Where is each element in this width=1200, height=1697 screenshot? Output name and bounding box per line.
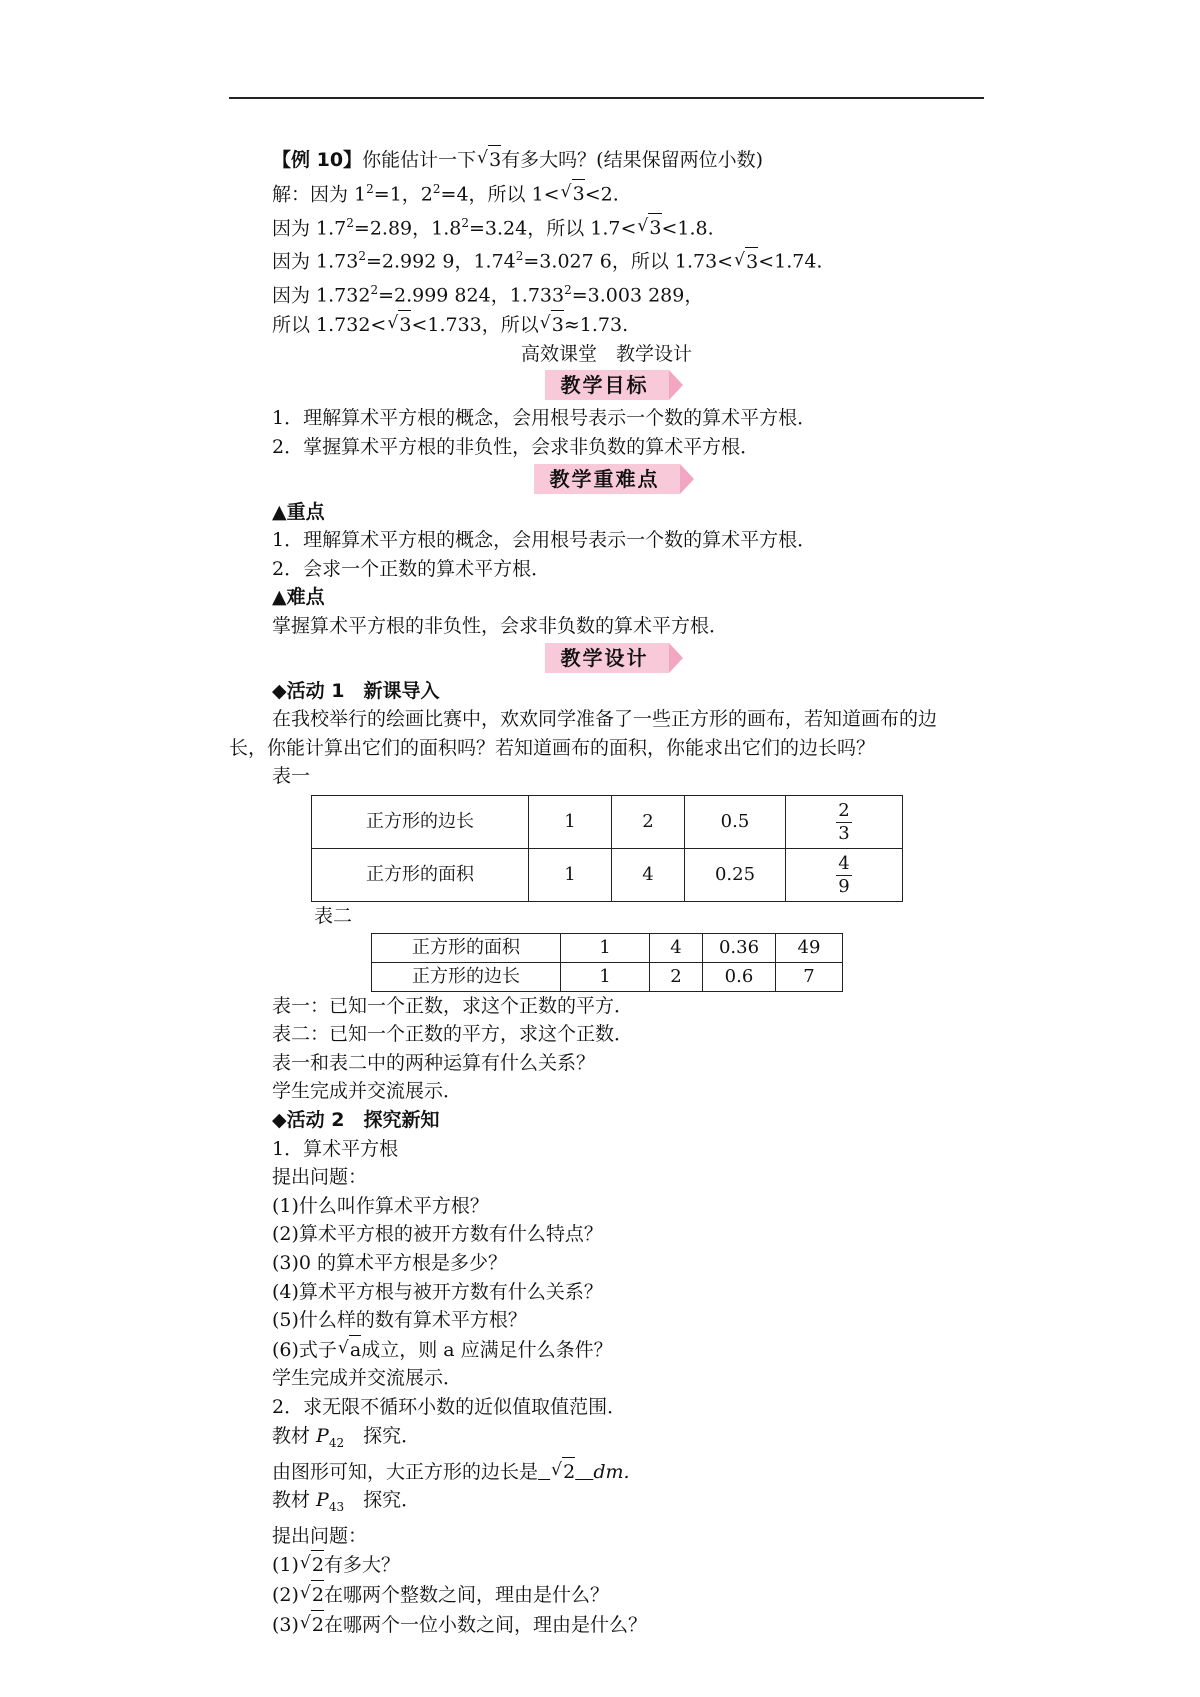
note-line: 表二：已知一个正数的平方，求这个正数． bbox=[272, 1023, 634, 1046]
sqrt-radicand: √ 2 bbox=[562, 1457, 575, 1487]
activity1-intro: 在我校举行的绘画比赛中，欢欢同学准备了一些正方形的画布，若知道画布的边长，你能计算出它们的面积吗？若知道画布的面积，你能求出它们的边长吗？ bbox=[229, 708, 938, 759]
text: P bbox=[316, 1424, 329, 1447]
textbook-ref bbox=[229, 1486, 984, 1521]
table1-caption: 表一 bbox=[272, 765, 311, 788]
sqrt-radicand: √ 3 bbox=[572, 179, 585, 209]
table-cell: 正方形的面积 bbox=[312, 849, 529, 902]
goal-item: 2．掌握算术平方根的非负性，会求非负数的算术平方根． bbox=[272, 436, 760, 459]
sqrt-radicand: √ 3 bbox=[551, 310, 564, 340]
table-cell: 49 bbox=[776, 933, 843, 962]
text: 你能估计一下 bbox=[362, 149, 477, 171]
activity1-title: ◆活动 1 新课导入 bbox=[272, 679, 440, 702]
exponent: 2 bbox=[370, 283, 379, 298]
exponent: 2 bbox=[366, 181, 374, 196]
text: =3.003 289， bbox=[571, 284, 704, 307]
question: (4)算术平方根与被开方数有什么关系？ bbox=[272, 1280, 603, 1303]
text: (2) bbox=[272, 1584, 299, 1607]
textbook-ref bbox=[229, 1422, 984, 1457]
text: <1.8. bbox=[661, 216, 714, 239]
text: =2.992 9，1.74 bbox=[366, 250, 516, 273]
table-row bbox=[312, 849, 903, 902]
subheading: 2．求无限不循环小数的近似值取值范围． bbox=[272, 1395, 627, 1418]
exponent: 2 bbox=[564, 283, 572, 298]
banner-goals bbox=[229, 370, 984, 402]
example-label: 【例 10】 bbox=[272, 149, 363, 171]
text: 有多大？ bbox=[324, 1554, 401, 1577]
sqrt-radicand: √ a bbox=[349, 1335, 361, 1365]
text: =2.89，1.8 bbox=[353, 216, 462, 239]
exponent: 2 bbox=[358, 249, 366, 264]
answer-blank bbox=[538, 1461, 593, 1483]
focus-label: ▲重点 bbox=[272, 500, 325, 523]
sqrt-radicand: √ 3 bbox=[648, 213, 661, 243]
banner-key-points bbox=[229, 464, 984, 496]
unit: dm. bbox=[593, 1460, 630, 1483]
question: (1)什么叫作算术平方根？ bbox=[272, 1194, 489, 1217]
banner-design bbox=[229, 643, 984, 675]
question: (2)算术平方根的被开方数有什么特点？ bbox=[272, 1223, 603, 1246]
text: =4，所以 1< bbox=[440, 182, 560, 205]
text: 在哪两个整数之间，理由是什么？ bbox=[324, 1584, 610, 1607]
sqrt-radicand: √ 2 bbox=[311, 1610, 324, 1640]
sqrt-radicand: √ 2 bbox=[311, 1550, 324, 1580]
denominator: 9 bbox=[838, 875, 850, 897]
text: <1.733，所以 bbox=[411, 314, 539, 337]
text: =1，2 bbox=[373, 182, 433, 205]
text: <2. bbox=[584, 182, 619, 205]
table-cell: 正方形的边长 bbox=[372, 962, 561, 991]
question: (3)0 的算术平方根是多少？ bbox=[272, 1251, 508, 1274]
text: 有多大吗？(结果保留两位小数) bbox=[501, 149, 763, 171]
solution-line-3 bbox=[229, 242, 984, 276]
goal-item: 1．理解算术平方根的概念，会用根号表示一个数的算术平方根． bbox=[272, 407, 817, 430]
solution-line-4 bbox=[229, 276, 984, 310]
text: 所以 1.732< bbox=[272, 314, 387, 337]
question: (5)什么样的数有算术平方根？ bbox=[272, 1309, 527, 1332]
subscript: 42 bbox=[328, 1435, 345, 1450]
section-title: 高效课堂 教学设计 bbox=[520, 342, 692, 365]
exponent: 2 bbox=[346, 215, 354, 230]
header-rule bbox=[229, 97, 984, 99]
table-cell: 0.6 bbox=[703, 962, 776, 991]
table-cell: 正方形的边长 bbox=[312, 796, 529, 849]
sqrt-radicand: √ 3 bbox=[488, 145, 501, 175]
banner-label: 教学重难点 bbox=[534, 464, 680, 494]
exponent: 2 bbox=[432, 181, 441, 196]
table-row bbox=[372, 962, 843, 991]
banner-label: 教学设计 bbox=[545, 643, 669, 673]
text: 由图形可知，大正方形的边长是 bbox=[272, 1460, 539, 1483]
text: 解：因为 1 bbox=[272, 182, 367, 205]
text: 成立，则 a 应满足什么条件？ bbox=[361, 1338, 613, 1361]
solution-line-2 bbox=[229, 209, 984, 243]
subscript: 43 bbox=[328, 1500, 345, 1515]
table-cell: 7 bbox=[776, 962, 843, 991]
question bbox=[229, 1580, 984, 1610]
difficulty-item: 掌握算术平方根的非负性，会求非负数的算术平方根． bbox=[272, 615, 729, 638]
text: 因为 1.7 bbox=[272, 216, 347, 239]
prompt: 提出问题： bbox=[272, 1166, 368, 1189]
prompt: 提出问题： bbox=[272, 1524, 368, 1547]
banner-label: 教学目标 bbox=[545, 370, 669, 400]
table-cell bbox=[786, 796, 903, 849]
denominator: 3 bbox=[838, 822, 850, 844]
sqrt-radicand: √ 2 bbox=[311, 1580, 324, 1610]
table-cell: 4 bbox=[612, 849, 685, 902]
table-cell: 4 bbox=[650, 933, 703, 962]
solution-line-5 bbox=[229, 310, 984, 340]
table-cell: 1 bbox=[529, 849, 612, 902]
numerator: 4 bbox=[838, 852, 850, 874]
text: <1.74. bbox=[758, 250, 823, 273]
table-cell: 1 bbox=[561, 933, 650, 962]
table-row bbox=[312, 796, 903, 849]
difficulty-label: ▲难点 bbox=[272, 586, 325, 609]
text: (6)式子 bbox=[272, 1338, 337, 1361]
subheading: 1．算术平方根 bbox=[272, 1137, 399, 1160]
note-line: 表一：已知一个正数，求这个正数的平方． bbox=[272, 994, 634, 1017]
table-cell: 正方形的面积 bbox=[372, 933, 561, 962]
text: 教材 bbox=[272, 1424, 317, 1447]
text: ≈1.73. bbox=[563, 314, 629, 337]
text: P bbox=[316, 1489, 329, 1512]
text: =3.027 6，所以 1.73< bbox=[523, 250, 734, 273]
question bbox=[229, 1550, 984, 1580]
text: 在哪两个一位小数之间，理由是什么？ bbox=[324, 1613, 648, 1636]
question bbox=[229, 1610, 984, 1640]
sqrt-radicand: √ 3 bbox=[398, 310, 411, 340]
question bbox=[229, 1335, 984, 1365]
exponent: 2 bbox=[515, 249, 524, 264]
table2-caption: 表二 bbox=[314, 905, 353, 927]
text: (1) bbox=[272, 1554, 299, 1577]
note-line: 学生完成并交流展示． bbox=[272, 1080, 463, 1103]
table-cell: 2 bbox=[650, 962, 703, 991]
note-line: 学生完成并交流展示． bbox=[272, 1367, 463, 1390]
text: 探究． bbox=[344, 1424, 421, 1447]
text: (3) bbox=[272, 1613, 299, 1636]
table-2 bbox=[371, 933, 843, 992]
fraction bbox=[836, 853, 851, 898]
fraction bbox=[836, 800, 851, 845]
table-row bbox=[372, 933, 843, 962]
text: 因为 1.732 bbox=[272, 284, 371, 307]
focus-item: 2．会求一个正数的算术平方根． bbox=[272, 557, 551, 580]
text: 因为 1.73 bbox=[272, 250, 359, 273]
table-cell: 2 bbox=[612, 796, 685, 849]
table-cell: 1 bbox=[529, 796, 612, 849]
text: 教材 bbox=[272, 1489, 317, 1512]
figure-answer bbox=[229, 1457, 984, 1487]
table-1 bbox=[311, 795, 903, 902]
table-cell: 0.36 bbox=[703, 933, 776, 962]
sqrt-radicand: √ 3 bbox=[745, 247, 758, 277]
note-line: 表一和表二中的两种运算有什么关系？ bbox=[272, 1051, 596, 1074]
numerator: 2 bbox=[838, 799, 850, 821]
exponent: 2 bbox=[461, 215, 469, 230]
focus-item: 1．理解算术平方根的概念，会用根号表示一个数的算术平方根． bbox=[272, 529, 817, 552]
activity2-title: ◆活动 2 探究新知 bbox=[272, 1108, 440, 1131]
table-cell: 0.25 bbox=[685, 849, 786, 902]
text: =2.999 824，1.733 bbox=[378, 284, 565, 307]
table-cell: 1 bbox=[561, 962, 650, 991]
example-question bbox=[229, 145, 984, 175]
table-cell: 0.5 bbox=[685, 796, 786, 849]
text: 探究． bbox=[344, 1489, 421, 1512]
page-body bbox=[229, 145, 984, 1639]
text: =3.24，所以 1.7< bbox=[469, 216, 637, 239]
solution-line-1 bbox=[229, 175, 984, 209]
table-cell bbox=[786, 849, 903, 902]
